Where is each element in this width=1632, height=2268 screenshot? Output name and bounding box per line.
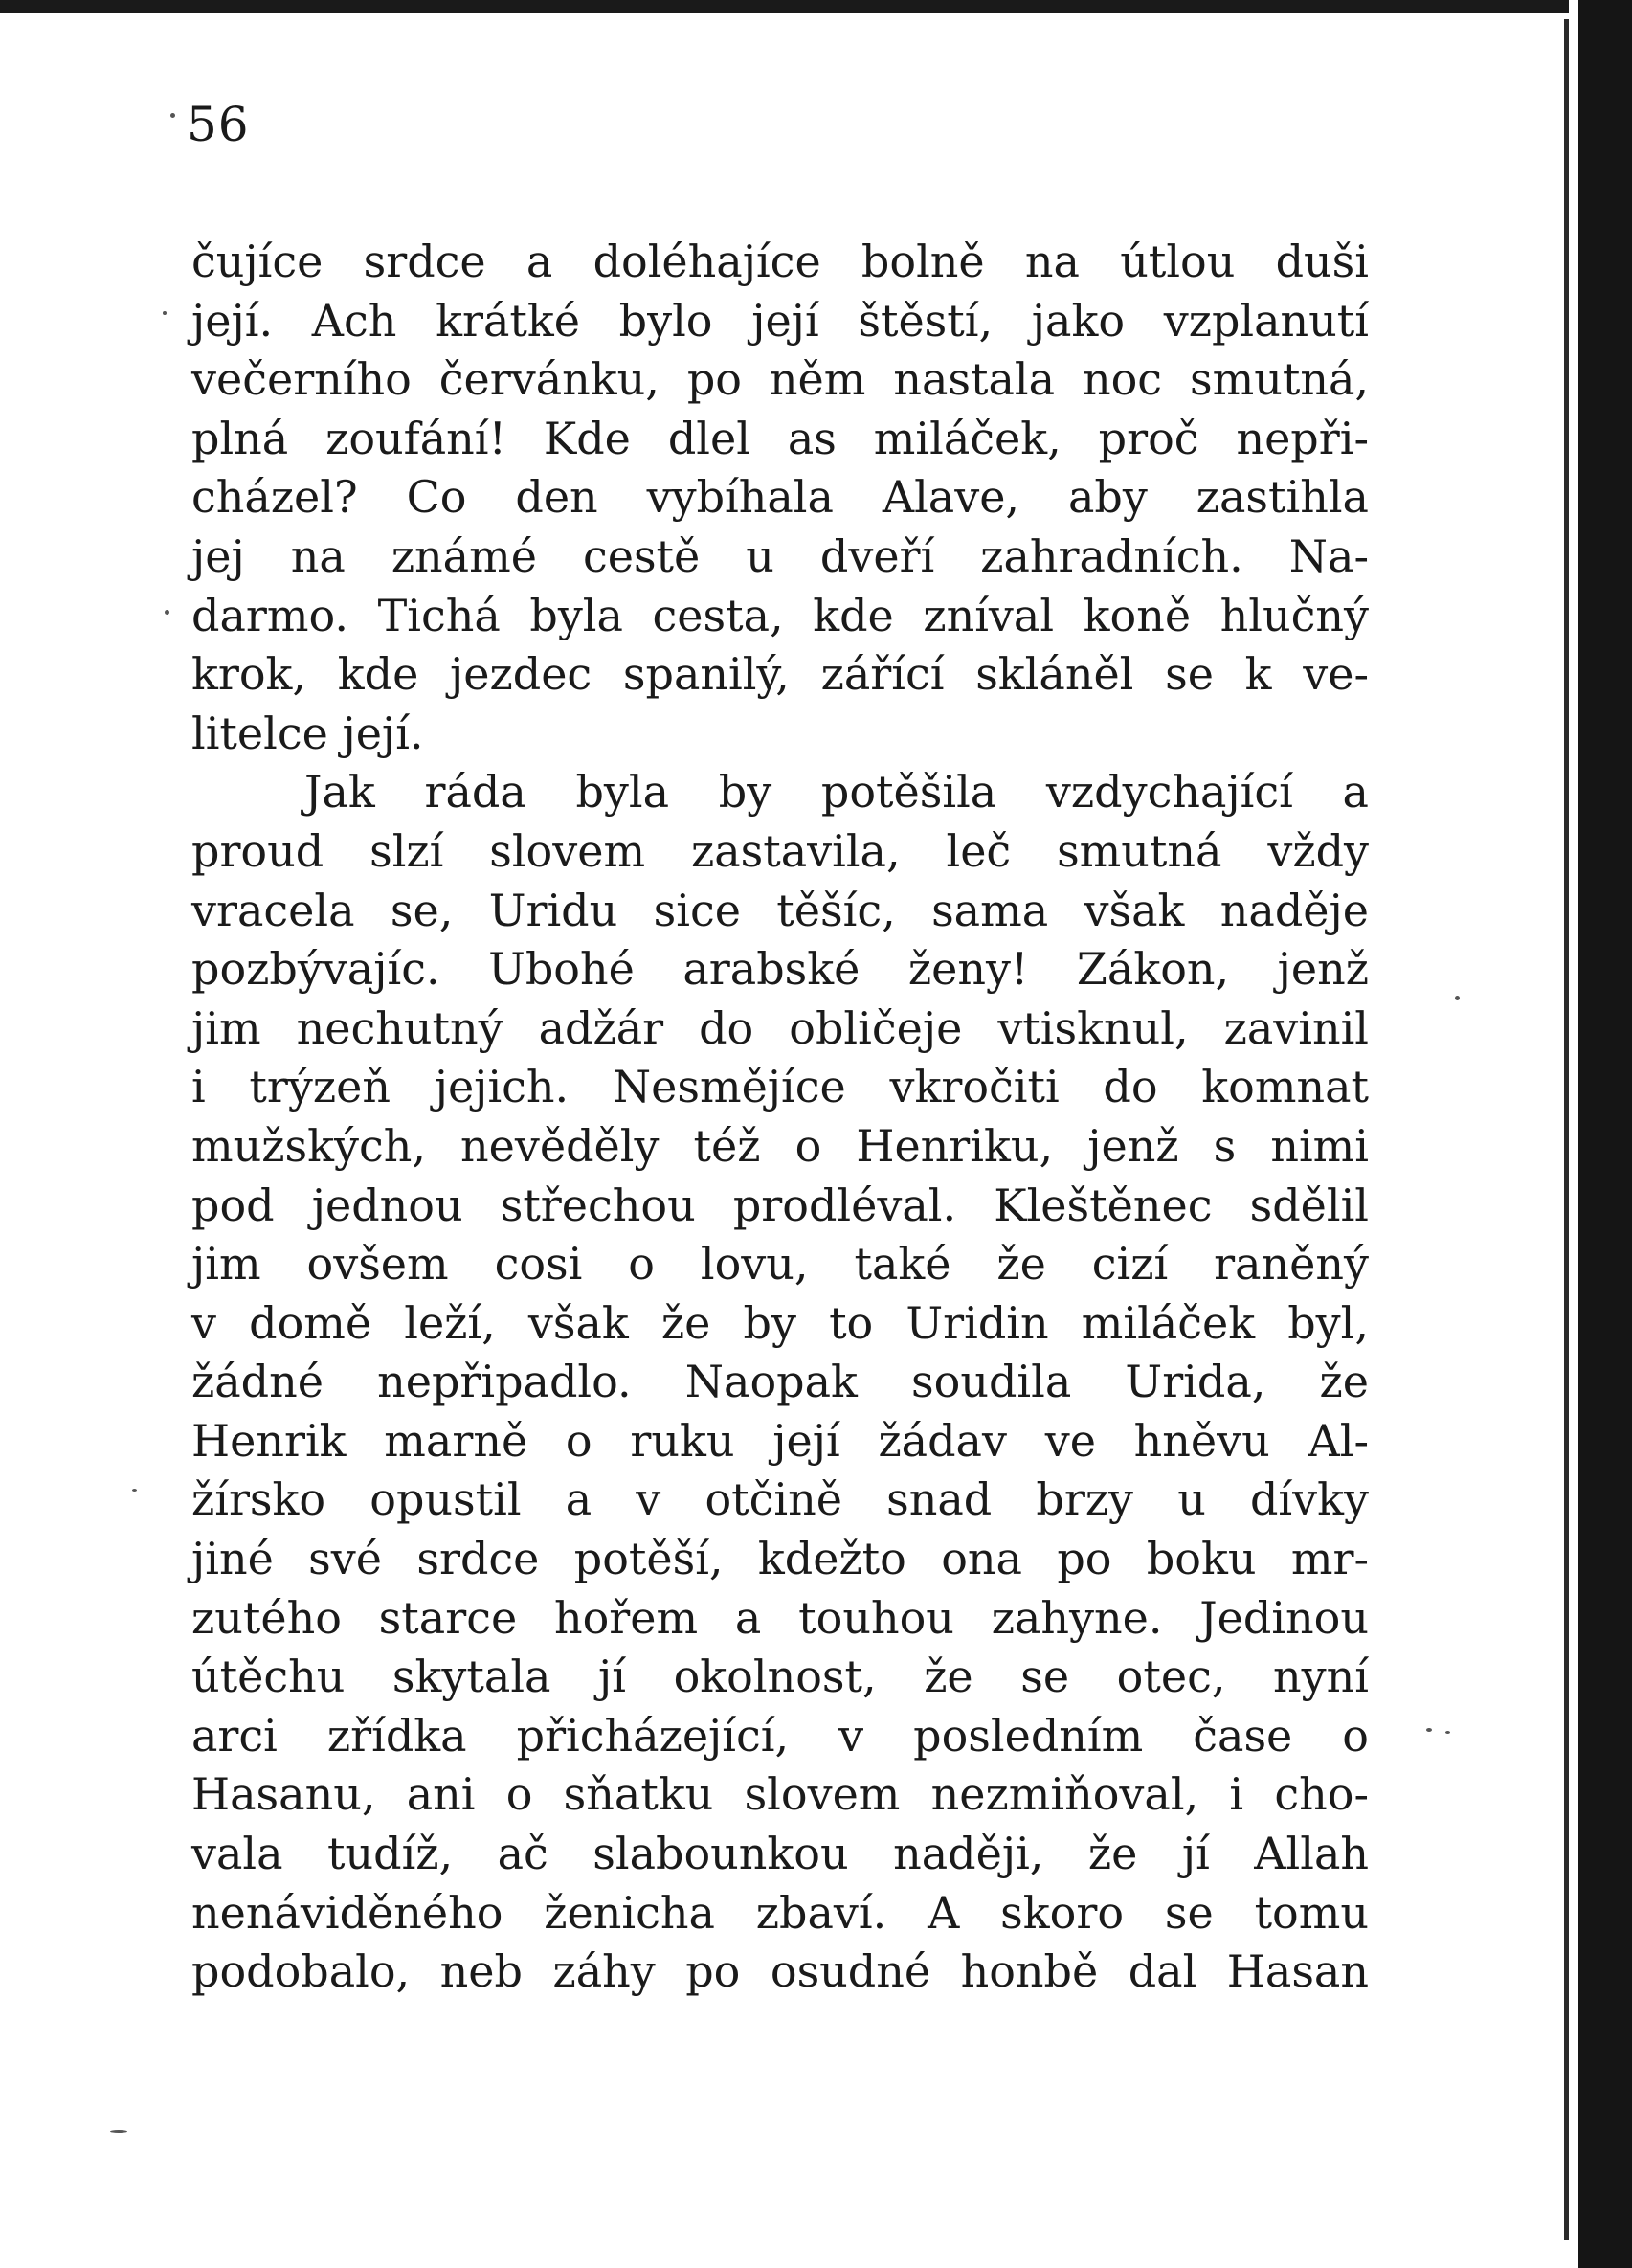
text-line: cházel? Co den vybíhala Alave, aby zastihla bbox=[191, 471, 1369, 524]
text-line: arci zřídka přicházející, v posledním čase o bbox=[191, 1709, 1369, 1762]
text-line: nenáviděného ženicha zbaví. A skoro se tomu bbox=[191, 1886, 1369, 1939]
text-line: její. Ach krátké bylo její štěstí, jako vzplanutí bbox=[191, 294, 1369, 347]
scan-speck bbox=[163, 311, 167, 315]
scan-speck bbox=[1455, 996, 1460, 1000]
text-line: Hasanu, ani o sňatku slovem nezmiňoval, i cho- bbox=[191, 1768, 1369, 1821]
text-line: žírsko opustil a v otčině snad brzy u dívky bbox=[191, 1473, 1369, 1526]
text-line: jim ovšem cosi o lovu, také že cizí raněný bbox=[191, 1238, 1369, 1291]
scan-speck bbox=[170, 113, 175, 118]
text-line: Henrik marně o ruku její žádav ve hněvu Al- bbox=[191, 1414, 1369, 1467]
text-line: mužských, nevěděly též o Henriku, jenž s nimi bbox=[191, 1119, 1369, 1172]
text-line: litelce její. bbox=[191, 707, 424, 759]
text-line: i trýzeň jejich. Nesmějíce vkročiti do komnat bbox=[191, 1061, 1369, 1113]
text-line: podobalo, neb záhy po osudné honbě dal Hasan bbox=[191, 1945, 1369, 1998]
text-line: darmo. Tichá byla cesta, kde zníval koně hlučný bbox=[191, 589, 1369, 641]
text-line: Jak ráda byla by potěšila vzdychající a bbox=[304, 766, 1369, 819]
body-text bbox=[191, 233, 1369, 2002]
paragraph bbox=[191, 763, 1369, 2001]
scan-border-right bbox=[1578, 0, 1632, 2268]
scan-speck bbox=[1445, 1731, 1450, 1734]
scan-speck bbox=[132, 1489, 137, 1492]
text-line: jim nechutný adžár do obličeje vtisknul, zavinil bbox=[191, 1001, 1369, 1054]
scan-border-line bbox=[1564, 19, 1569, 2240]
text-line: plná zoufání! Kde dlel as miláček, proč nepři- bbox=[191, 412, 1369, 464]
text-line: čujíce srdce a doléhajíce bolně na útlou duši bbox=[191, 236, 1369, 287]
text-line: zutého starce hořem a touhou zahyne. Jedinou bbox=[191, 1591, 1369, 1644]
scan-border-top bbox=[0, 0, 1632, 13]
scan-speck bbox=[1426, 1728, 1432, 1732]
text-line: proud slzí slovem zastavila, leč smutná vždy bbox=[191, 824, 1369, 877]
text-line: pozbývajíc. Ubohé arabské ženy! Zákon, jenž bbox=[191, 943, 1369, 996]
text-line: krok, kde jezdec spanilý, zářící skláněl se k ve- bbox=[191, 648, 1369, 701]
text-line: jiné své srdce potěší, kdežto ona po boku mr- bbox=[191, 1533, 1369, 1585]
text-line: jej na známé cestě u dveří zahradních. Na- bbox=[191, 529, 1369, 582]
scan-speck bbox=[110, 2130, 127, 2133]
scan-speck bbox=[165, 610, 169, 615]
scan-border-gap bbox=[1569, 0, 1578, 2268]
text-line: večerního červánku, po něm nastala noc smutná, bbox=[191, 353, 1369, 406]
text-line: pod jednou střechou prodléval. Kleštěnec sdělil bbox=[191, 1179, 1369, 1231]
text-line: útěchu skytala jí okolnost, že se otec, nyní bbox=[191, 1650, 1369, 1703]
text-line: vala tudíž, ač slabounkou naději, že jí Allah bbox=[191, 1828, 1369, 1880]
page-number: 56 bbox=[187, 97, 250, 152]
text-line: vracela se, Uridu sice těšíc, sama však naděje bbox=[191, 884, 1369, 936]
text-line: žádné nepřipadlo. Naopak soudila Urida, že bbox=[191, 1356, 1369, 1408]
paragraph bbox=[191, 233, 1369, 763]
text-line: v domě leží, však že by to Uridin miláček byl, bbox=[191, 1296, 1369, 1349]
